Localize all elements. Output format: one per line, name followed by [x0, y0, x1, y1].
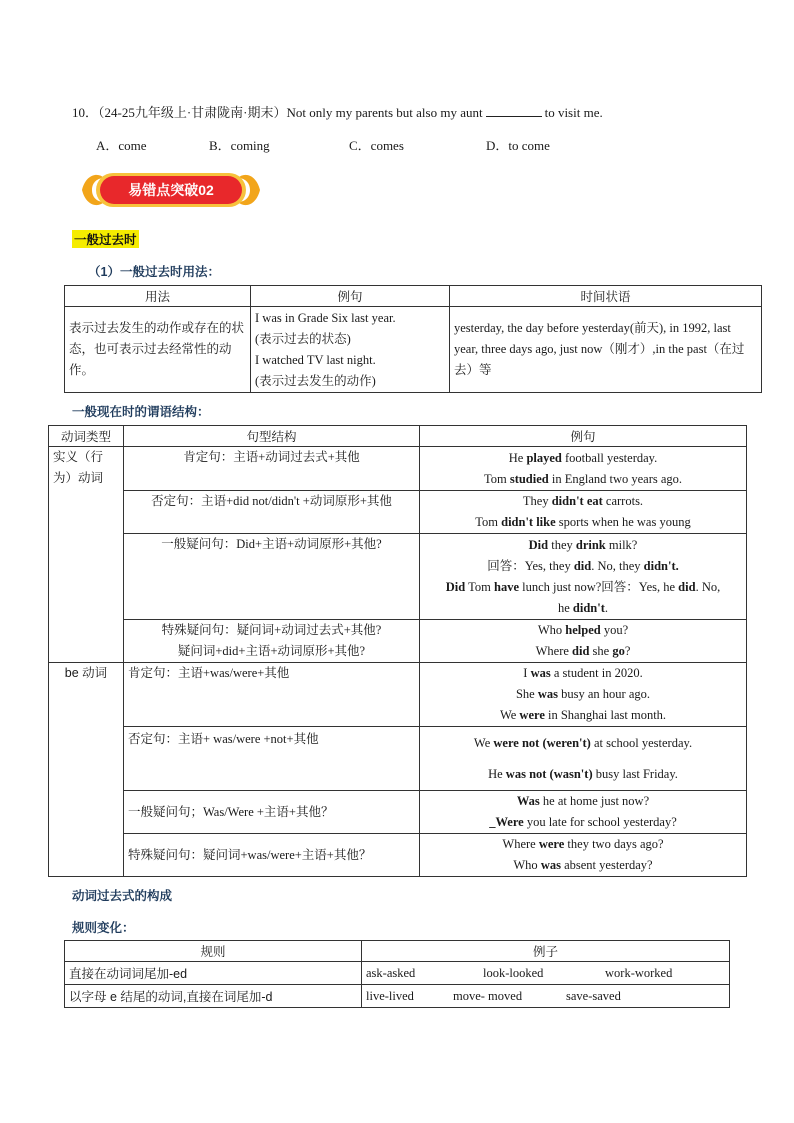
option-c[interactable]: C．comes — [349, 138, 404, 153]
example-be-general-question: Was he at home just now? _Were you late for school yesterday? — [420, 791, 747, 834]
pattern-affirmative: 肯定句：主语+动词过去式+其他 — [124, 447, 420, 491]
header-pattern: 句型结构 — [124, 426, 420, 447]
example-be-negative: We were not (weren't) at school yesterday. He was not (wasn't) busy last Friday. — [420, 727, 747, 791]
header-usage: 用法 — [65, 286, 251, 307]
subsection-structure-title: 一般现在时的谓语结构： — [72, 405, 210, 419]
header-verb-type: 动词类型 — [49, 426, 124, 447]
pattern-be-general-question: 一般疑问句；Was/Were +主语+其他？ — [124, 791, 420, 834]
example-be-affirmative: I was a student in 2020. She was busy an hour ago. We were in Shanghai last month. — [420, 663, 747, 727]
rule-examples: live-lived move- moved save-saved — [362, 985, 730, 1008]
pattern-special-question: 特殊疑问句：疑问词+动词过去式+其他? 疑问词+did+主语+动词原形+其他? — [124, 620, 420, 663]
section-title: 一般过去时 — [72, 230, 139, 248]
pattern-negative: 否定句：主语+did not/didn't +动词原形+其他 — [124, 491, 420, 534]
banner-label: 易错点突破02 — [128, 182, 214, 198]
example-affirmative: He played football yesterday. Tom studied in England two years ago. — [420, 447, 747, 491]
pattern-general-question: 一般疑问句：Did+主语+动词原形+其他? — [124, 534, 420, 620]
structure-table — [48, 425, 747, 877]
option-d[interactable]: D．to come — [486, 138, 550, 153]
example-special-question: Who helped you? Where did she go? — [420, 620, 747, 663]
rule-row: 直接在动词词尾加-ed — [65, 962, 362, 985]
time-cell: yesterday, the day before yesterday(前天), in 1992, last year, three days ago, just now（刚才）,in the past（在过去）等 — [450, 307, 762, 393]
option-b[interactable]: B．coming — [209, 138, 270, 153]
header-sentence: 例句 — [420, 426, 747, 447]
usage-cell: 表示过去发生的动作或存在的状态，也可表示过去经常性的动作。 — [65, 307, 251, 393]
pattern-be-affirmative: 肯定句：主语+was/were+其他 — [124, 663, 420, 727]
example-cell: I was in Grade Six last year. (表示过去的状态) I watched TV last night. (表示过去发生的动作) — [251, 307, 450, 393]
example-general-question: Did they drink milk? 回答：Yes, they did. No, they didn't. Did Tom have lunch just now?回答：Yes, he did. No, he didn't. — [420, 534, 747, 620]
rule-row: 以字母 e 结尾的动词,直接在词尾加-d — [65, 985, 362, 1008]
verb-type-action: 实义（行为）动词 — [49, 447, 124, 663]
pattern-be-special-question: 特殊疑问句：疑问词+was/were+主语+其他？ — [124, 834, 420, 877]
question-10: 10．（24-25九年级上·甘肃陇南·期末）Not only my parents but also my aunt to visit me. — [72, 105, 603, 120]
pattern-be-negative: 否定句：主语+ was/were +not+其他 — [124, 727, 420, 791]
example-negative: They didn't eat carrots. Tom didn't like sports when he was young — [420, 491, 747, 534]
rule-examples: ask-asked look-looked work-worked — [362, 962, 730, 985]
section-banner — [76, 168, 266, 212]
regular-rules-table — [64, 940, 730, 1008]
usage-table — [64, 285, 762, 393]
subsection-formation-title: 动词过去式的构成 — [72, 889, 173, 903]
option-a[interactable]: A．come — [96, 138, 147, 153]
example-be-special-question: Where were they two days ago? Who was absent yesterday? — [420, 834, 747, 877]
verb-type-be: be 动词 — [49, 663, 124, 877]
header-rule: 规则 — [65, 941, 362, 962]
subsection-usage-title: （1）一般过去时用法： — [88, 265, 220, 279]
header-time: 时间状语 — [450, 286, 762, 307]
header-examples: 例子 — [362, 941, 730, 962]
answer-blank — [486, 104, 542, 117]
question-source: （24-25九年级上·甘肃陇南·期末） — [98, 105, 287, 120]
header-example: 例句 — [251, 286, 450, 307]
subsection-regular-title: 规则变化： — [72, 921, 135, 935]
